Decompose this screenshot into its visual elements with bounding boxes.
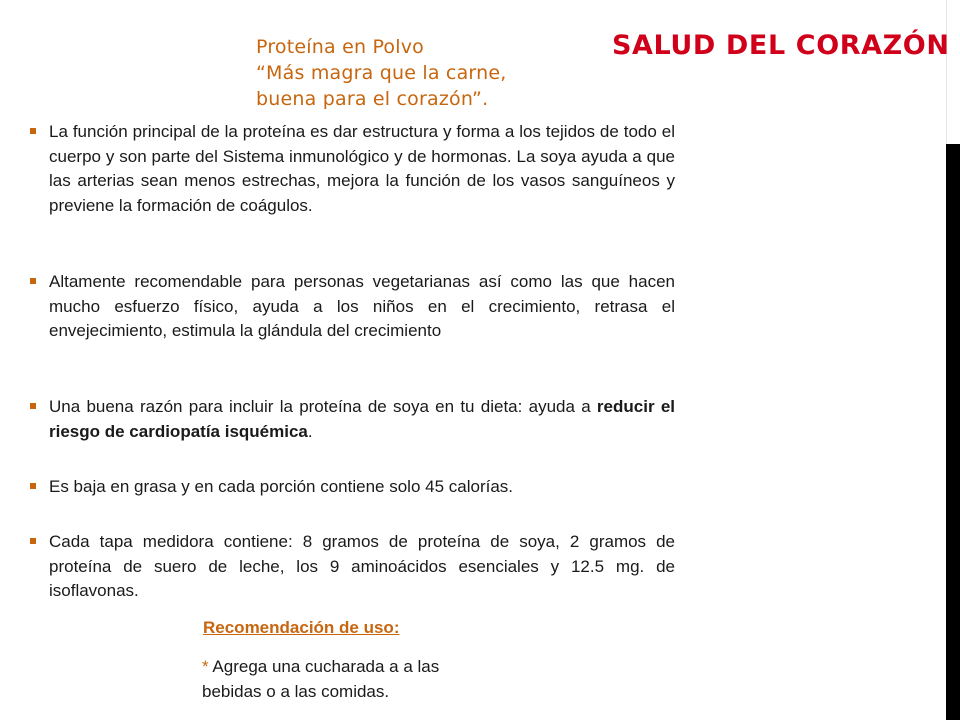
bullet-text: Es baja en grasa y en cada porción contiene solo 45 calorías.: [49, 477, 514, 496]
square-bullet-icon: [30, 128, 36, 134]
bullet-item-1: [30, 120, 675, 218]
subtitle-line-1: Proteína en Polvo: [256, 36, 425, 58]
right-edge-bar-top: [946, 0, 960, 144]
recommendation-text: [202, 654, 492, 704]
square-bullet-icon: [30, 403, 36, 409]
recommendation-heading: Recomendación de uso:: [203, 618, 400, 637]
square-bullet-icon: [30, 538, 36, 544]
bullet-text-end: .: [307, 421, 313, 441]
bullet-item-5: [30, 530, 675, 604]
subtitle-line-2: “Más magra que la carne,: [256, 62, 507, 84]
bullet-text-bold: reducir el riesgo de cardiopatía isquémica: [49, 397, 675, 441]
bullet-text: Altamente recomendable para personas vegetarianas así como las que hacen mucho esfuerzo físico, ayuda a los niños en el crecimiento, retrasa el envejecimiento, estimula la glándula del crecimiento: [49, 272, 675, 340]
right-edge-bar: [946, 0, 960, 720]
bullet-text-start: Una buena razón para incluir la proteína de soya en tu dieta: ayuda a: [49, 397, 597, 416]
bullet-item-2: [30, 270, 675, 344]
square-bullet-icon: [30, 278, 36, 284]
asterisk-marker: *: [202, 657, 209, 676]
bullet-text: Cada tapa medidora contiene: 8 gramos de proteína de soya, 2 gramos de proteína de suero de leche, los 9 aminoácidos esenciales y 12.5 mg. de isoflavonas.: [49, 532, 675, 600]
recommendation-body: Agrega una cucharada a a las bebidas o a las comidas.: [202, 657, 440, 701]
bullet-item-3: [30, 395, 675, 444]
slide-subtitle: [256, 34, 596, 112]
right-edge-bar-black: [946, 144, 960, 720]
slide-title: SALUD DEL CORAZÓN: [612, 30, 950, 61]
subtitle-line-3: buena para el corazón”.: [256, 88, 489, 110]
square-bullet-icon: [30, 483, 36, 489]
bullet-text: La función principal de la proteína es dar estructura y forma a los tejidos de todo el cuerpo y son parte del Sistema inmunológico y de hormonas. La soya ayuda a que las arterias sean menos estrechas, mejora la función de los vasos sanguíneos y previene la formación de coágulos.: [49, 122, 675, 215]
bullet-item-4: [30, 475, 513, 500]
